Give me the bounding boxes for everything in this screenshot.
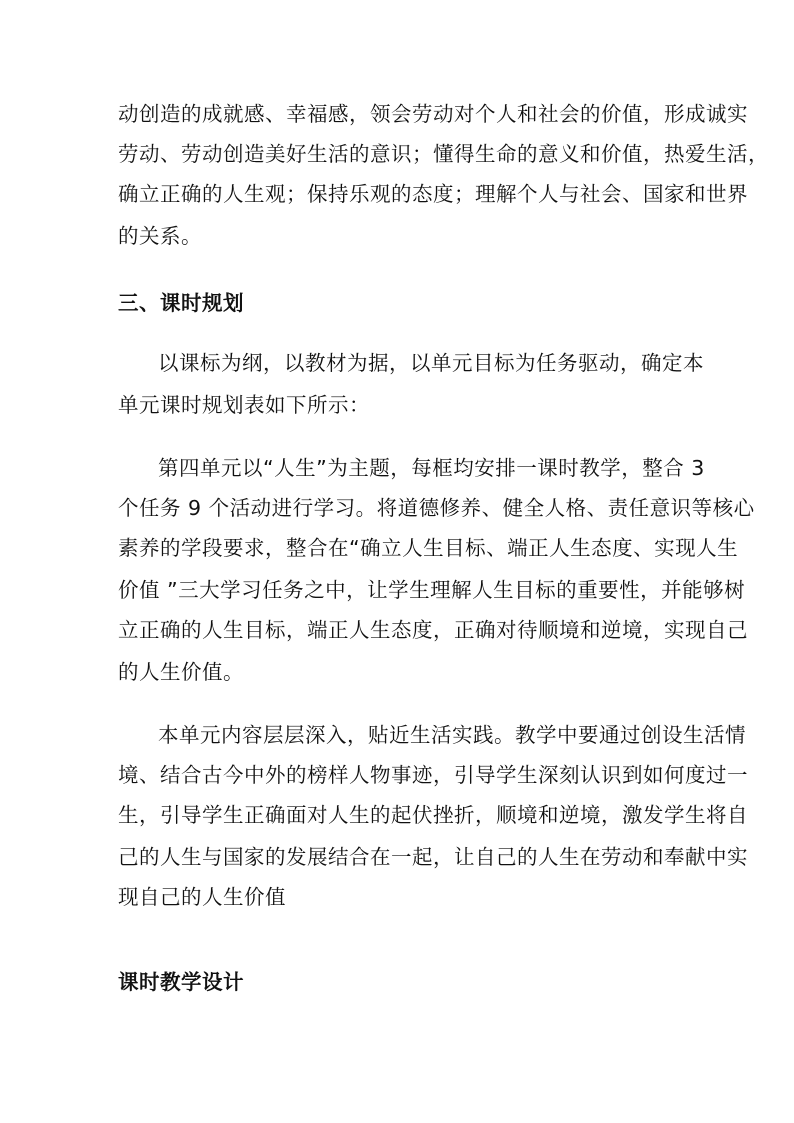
text-line: 本单元内容层层深入，贴近生活实践。教学中要通过创设生活情	[158, 723, 746, 747]
section-heading-design: 课时教学设计	[118, 970, 244, 994]
text-line: 价值 ”三大学习任务之中，让学生理解人生目标的重要性，并能够树	[118, 578, 746, 602]
text-line: 素养的学段要求，整合在“确立人生目标、端正人生态度、实现人生	[118, 536, 739, 560]
text-line: 确立正确的人生观；保持乐观的态度；理解个人与社会、国家和世界	[118, 182, 748, 206]
text-line: 单元课时规划表如下所示：	[118, 393, 370, 417]
text-line: 个任务 9 个活动进行学习。将道德修养、健全人格、责任意识等核心	[118, 496, 755, 520]
text-line: 境、结合古今中外的榜样人物事迹，引导学生深刻认识到如何度过一	[118, 763, 748, 787]
text-line: 己的人生与国家的发展结合在一起，让自己的人生在劳动和奉献中实	[118, 845, 748, 869]
text-line: 生，引导学生正确面对人生的起伏挫折，顺境和逆境，激发学生将自	[118, 803, 748, 827]
section-heading-planning: 三、课时规划	[118, 291, 244, 315]
text-line: 的人生价值。	[118, 660, 244, 684]
text-line: 劳动、劳动创造美好生活的意识；懂得生命的意义和价值，热爱生活，	[118, 142, 769, 166]
text-line: 以课标为纲，以教材为据，以单元目标为任务驱动，确定本	[158, 351, 704, 375]
text-line: 第四单元以“人生”为主题，每框均安排一课时教学，整合 3	[158, 456, 705, 480]
text-line: 立正确的人生目标，端正人生态度，正确对待顺境和逆境，实现自己	[118, 618, 748, 642]
text-line: 的关系。	[118, 224, 202, 248]
text-line: 现自己的人生价值	[118, 885, 286, 909]
text-line: 动创造的成就感、幸福感，领会劳动对个人和社会的价值，形成诚实	[118, 102, 748, 126]
